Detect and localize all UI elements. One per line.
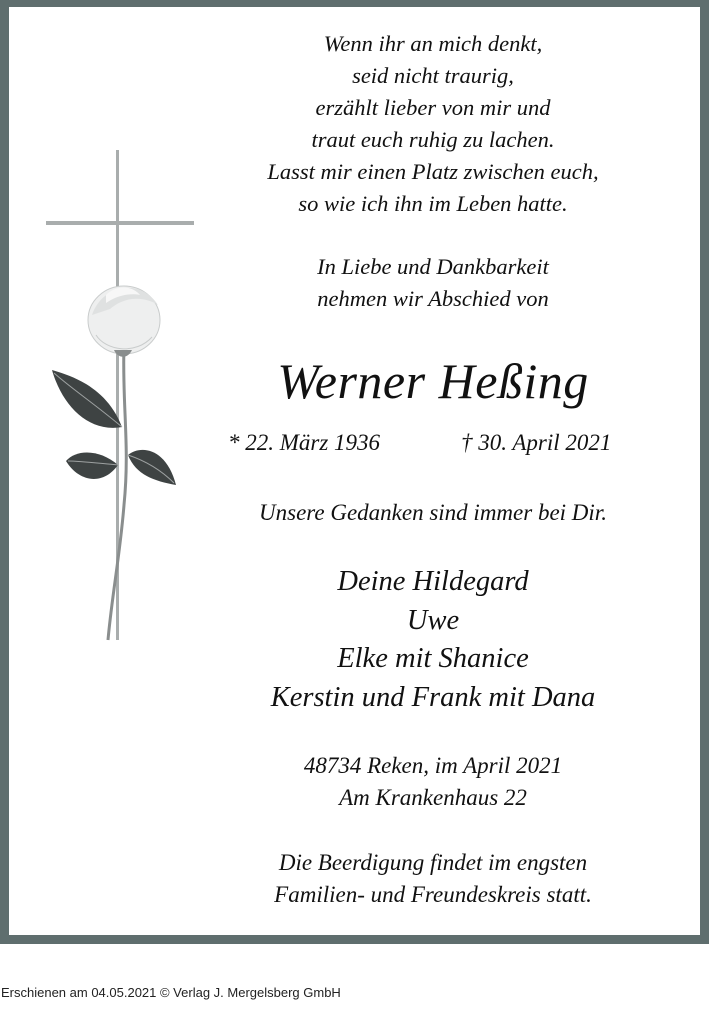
poem-line: so wie ich ihn im Leben hatte. xyxy=(298,191,568,216)
death-date: † 30. April 2021 xyxy=(461,430,612,455)
family-member: Elke mit Shanice xyxy=(337,643,529,674)
birth-date: * 22. März 1936 xyxy=(228,430,381,455)
poem-line: Wenn ihr an mich denkt, xyxy=(323,31,543,56)
address-line: Am Krankenhaus 22 xyxy=(339,785,527,810)
deceased-name: Werner Heßing xyxy=(277,353,589,409)
funeral-note xyxy=(210,847,656,911)
poem-line: seid nicht traurig, xyxy=(352,63,514,88)
funeral-line: Familien- und Freundeskreis statt. xyxy=(274,882,592,907)
family-member: Uwe xyxy=(406,604,460,636)
family-member: Deine Hildegard xyxy=(337,566,529,597)
family-list xyxy=(210,563,656,717)
cross-with-rose-icon xyxy=(36,145,196,645)
poem-line: erzählt lieber von mir und xyxy=(315,95,551,120)
family-member: Kerstin und Frank mit Dana xyxy=(270,681,596,713)
intro-line: In Liebe und Dankbarkeit xyxy=(317,254,549,279)
poem-line: traut euch ruhig zu lachen. xyxy=(311,127,555,152)
thoughts-line: Unsere Gedanken sind immer bei Dir. xyxy=(259,500,607,525)
funeral-line: Die Beerdigung findet im engsten xyxy=(278,850,588,875)
farewell-intro xyxy=(210,251,656,315)
poem xyxy=(210,28,656,220)
publication-footer: Erschienen am 04.05.2021 © Verlag J. Mergelsberg GmbH xyxy=(1,985,341,1000)
intro-line: nehmen wir Abschied von xyxy=(317,286,549,311)
address-line: 48734 Reken, im April 2021 xyxy=(303,753,563,778)
poem-line: Lasst mir einen Platz zwischen euch, xyxy=(267,159,599,184)
address-block xyxy=(210,750,656,814)
